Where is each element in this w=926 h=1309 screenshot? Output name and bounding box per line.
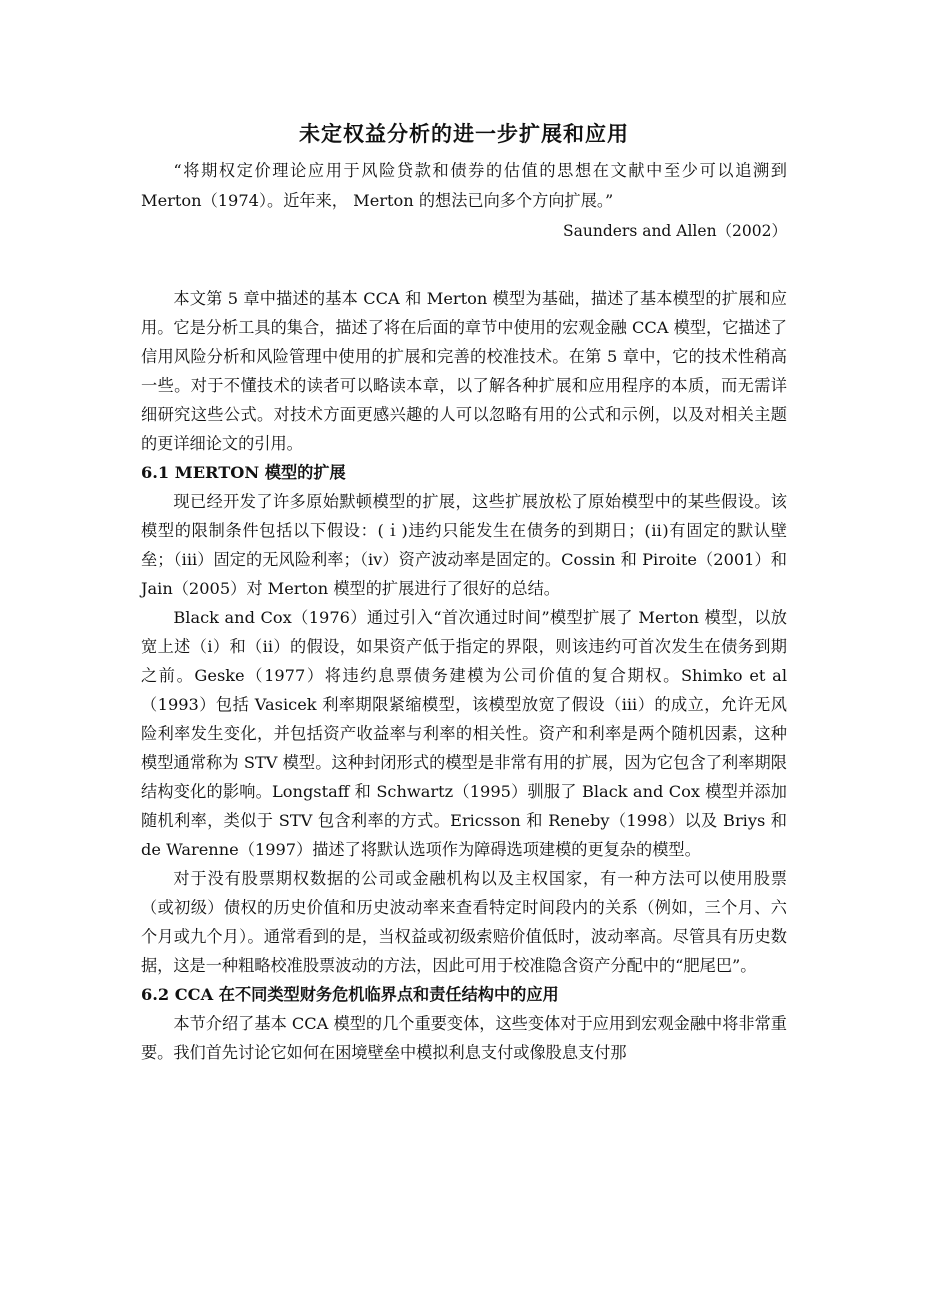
epigraph-source: Saunders and Allen（2002） <box>563 222 787 240</box>
section-6-2-paragraph-1: 本节介绍了基本 CCA 模型的几个重要变体，这些变体对于应用到宏观金融中将非常重要。我们首先讨论它如何在困境壁垒中模拟利息支付或像股息支付那 <box>141 1014 787 1062</box>
section-6-1-paragraph-2: Black and Cox（1976）通过引入“首次通过时间”模型扩展了 Merton 模型，以放宽上述（i）和（ii）的假设，如果资产低于指定的界限，则该违约可首次发生在债务到期之前。Geske（1977）将违约息票债务建模为公司价值的复合期权。Shimko et al（1993）包括 Vasicek 利率期限紧缩模型，该模型放宽了假设（iii）的成立，允许无风险利率发生变化，并包括资产收益率与利率的相关性。资产和利率是两个随机因素，这种模型通常称为 STV 模型。这种封闭形式的模型是非常有用的扩展，因为它包含了利率期限结构变化的影响。Longstaff 和 Schwartz（1995）驯服了 Black and Cox 模型并添加随机利率，类似于 STV 包含利率的方式。Ericsson 和 Reneby（1998）以及 Briys 和 de Warenne（1997）描述了将默认选项作为障碍选项建模的更复杂的模型。 <box>141 608 787 859</box>
epigraph-quote: “将期权定价理论应用于风险贷款和债券的估值的思想在文献中至少可以追溯到 Merton（1974）。近年来， Merton 的想法已向多个方向扩展。” <box>141 161 787 210</box>
document-page <box>141 118 787 1067</box>
section-6-1-paragraph-1: 现已经开发了许多原始默顿模型的扩展，这些扩展放松了原始模型中的某些假设。该模型的限制条件包括以下假设：(ｉ)违约只能发生在债务的到期日；(ⅱ)有固定的默认壁垒；（iii）固定的无风险利率；（iv）资产波动率是固定的。Cossin 和 Piroite（2001）和 Jain（2005）对 Merton 模型的扩展进行了很好的总结。 <box>141 492 787 598</box>
document-title: 未定权益分析的进一步扩展和应用 <box>299 122 629 146</box>
section-6-1-heading: 6.1 MERTON 模型的扩展 <box>141 463 346 482</box>
section-6-1-paragraph-3: 对于没有股票期权数据的公司或金融机构以及主权国家，有一种方法可以使用股票（或初级）债权的历史价值和历史波动率来查看特定时间段内的关系（例如，三个月、六个月或九个月）。通常看到的是，当权益或初级索赔价值低时，波动率高。尽管具有历史数据，这是一种粗略校准股票波动的方法，因此可用于校准隐含资产分配中的“肥尾巴”。 <box>141 869 787 975</box>
section-6-2-heading: 6.2 CCA 在不同类型财务危机临界点和责任结构中的应用 <box>141 985 559 1004</box>
intro-paragraph: 本文第 5 章中描述的基本 CCA 和 Merton 模型为基础，描述了基本模型的扩展和应用。它是分析工具的集合，描述了将在后面的章节中使用的宏观金融 CCA 模型，它描述了信用风险分析和风险管理中使用的扩展和完善的校准技术。在第 5 章中，它的技术性稍高一些。对于不懂技术的读者可以略读本章，以了解各种扩展和应用程序的本质，而无需详细研究这些公式。对技术方面更感兴趣的人可以忽略有用的公式和示例，以及对相关主题的更详细论文的引用。 <box>141 289 787 453</box>
